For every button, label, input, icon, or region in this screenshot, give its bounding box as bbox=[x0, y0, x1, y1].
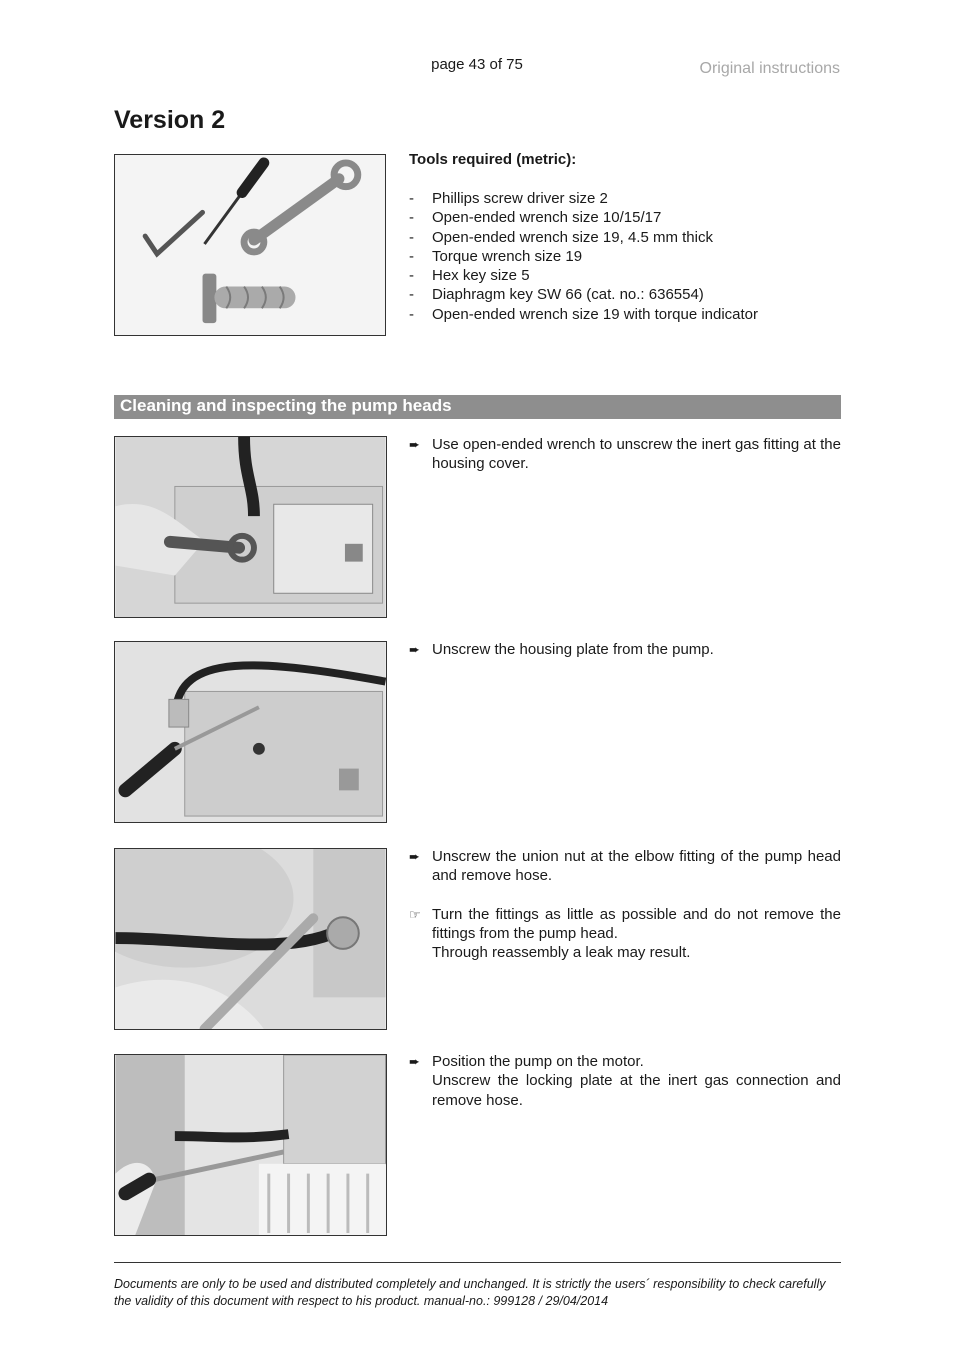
pointing-hand-icon: ☞ bbox=[409, 906, 421, 922]
tools-photo bbox=[114, 154, 386, 336]
list-item: - Torque wrench size 19 bbox=[409, 247, 583, 265]
tools-required-title: Tools required (metric): bbox=[409, 151, 577, 168]
list-item: - Open-ended wrench size 19 with torque indicator bbox=[409, 305, 759, 323]
list-item: - Phillips screw driver size 2 bbox=[409, 190, 608, 207]
step-4-photo bbox=[114, 1054, 387, 1236]
tools-list bbox=[409, 189, 758, 324]
list-item: - Open-ended wrench size 10/15/17 bbox=[409, 209, 662, 227]
step-3-photo bbox=[114, 848, 387, 1030]
section-title: Cleaning and inspecting the pump heads bbox=[120, 396, 452, 415]
step-3: ➨ Unscrew the union nut at the elbow fitting of the pump head and remove hose. ☞ Turn the fittings as little as possible and do not remove the fittings from the pump head. Through reassembly a leak may result. bbox=[409, 848, 841, 962]
screwdriver-on-housing-illustration bbox=[115, 642, 386, 822]
step-4: ➨ Position the pump on the motor. Unscrew the locking plate at the inert gas connection and remove hose. bbox=[409, 1053, 841, 1109]
list-item: - Diaphragm key SW 66 (cat. no.: 636554) bbox=[409, 286, 704, 304]
list-item: - Hex key size 5 bbox=[409, 267, 530, 285]
step-2: ➨ Unscrew the housing plate from the pump. bbox=[409, 641, 714, 658]
section-header-bar bbox=[114, 395, 841, 419]
list-item: - Open-ended wrench size 19, 4.5 mm thick bbox=[409, 228, 713, 246]
arrow-icon: ➨ bbox=[409, 437, 420, 452]
tools-illustration bbox=[115, 155, 385, 335]
arrow-icon: ➨ bbox=[409, 849, 420, 864]
page-heading: Version 2 bbox=[114, 106, 226, 134]
footer-disclaimer: Documents are only to be used and distributed completely and unchanged. It is strictly the users´ responsibility to check carefully the validity of this document with respect to his product. manual-no.: 999128 / 29/04/2014 bbox=[114, 1277, 826, 1308]
page-number: page 43 of 75 bbox=[431, 56, 523, 73]
footer-divider bbox=[114, 1262, 841, 1263]
arrow-icon: ➨ bbox=[409, 1054, 420, 1069]
union-nut-illustration bbox=[115, 849, 386, 1029]
step-1: ➨ Use open-ended wrench to unscrew the inert gas fitting at the housing cover. bbox=[409, 436, 841, 473]
arrow-icon: ➨ bbox=[409, 642, 420, 657]
step-1-photo bbox=[114, 436, 387, 618]
step-2-photo bbox=[114, 641, 387, 823]
wrench-on-fitting-illustration bbox=[115, 437, 386, 617]
document-type-label: Original instructions bbox=[699, 60, 840, 77]
locking-plate-illustration bbox=[115, 1055, 386, 1235]
